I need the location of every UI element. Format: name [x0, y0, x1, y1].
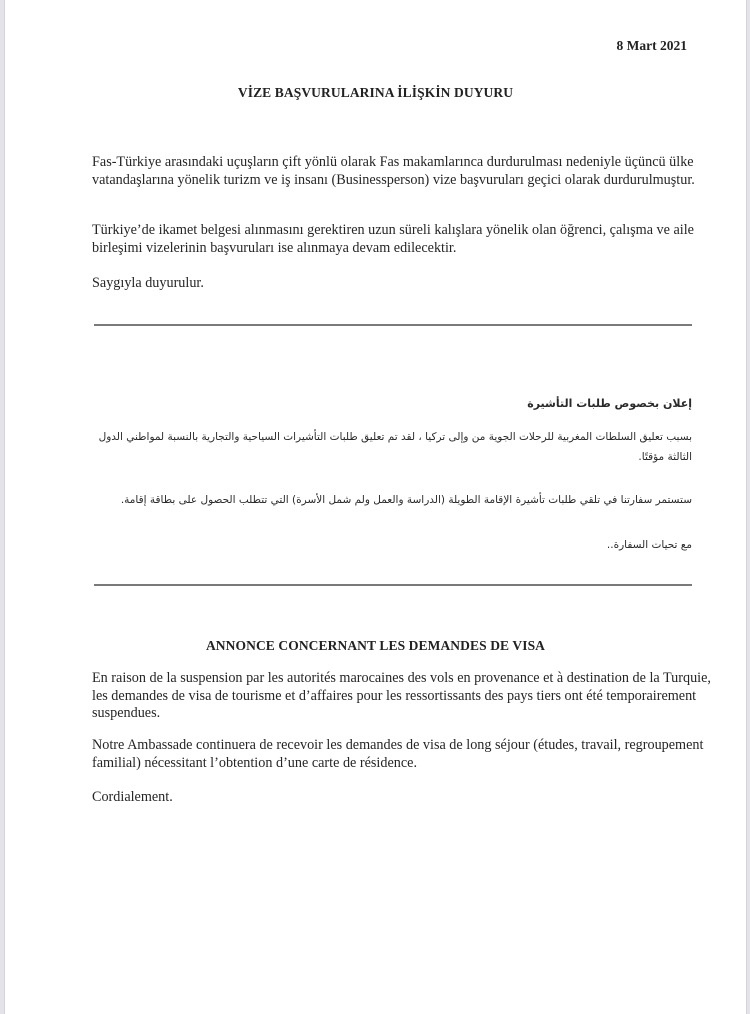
french-paragraph-1: En raison de la suspension par les autorités marocaines des vols en provenance et à destination de la Turquie, les demandes de visa de tourisme et d’affaires pour les ressortissants des pays tiers ont été temporairement suspendues. — [92, 670, 711, 721]
turkish-paragraph-1: Fas-Türkiye arasındaki uçuşların çift yönlü olarak Fas makamlarınca durdurulması nedeniyle üçüncü ülke vatandaşlarına yönelik turizm ve iş insanı (Businessperson) vize başvuruları geçici olarak durdurulmuştur. — [92, 154, 695, 188]
section-divider — [94, 584, 692, 586]
turkish-title: VİZE BAŞVURULARINA İLİŞKİN DUYURU — [237, 85, 514, 100]
turkish-closing: Saygıyla duyurulur. — [92, 275, 204, 291]
section-divider — [94, 324, 692, 326]
turkish-paragraph-2: Türkiye’de ikamet belgesi alınmasını gerektiren uzun süreli kalışlara yönelik olan öğrenci, çalışma ve aile birleşimi vizelerinin başvuruları ise alınmaya devam edilecektir. — [92, 222, 694, 256]
arabic-paragraph-2: ستستمر سفارتنا في تلقي طلبات تأشيرة الإقامة الطويلة (الدراسة والعمل ولم شمل الأسرة) التي تتطلب الحصول على بطاقة إقامة. — [120, 494, 692, 506]
arabic-title: إعلان بخصوص طلبات التأشيرة — [527, 397, 692, 410]
arabic-paragraph-1: بسبب تعليق السلطات المغربية للرحلات الجوية من وإلى تركيا ، لقد تم تعليق طلبات التأشيرات السياحية والتجارية بالنسبة لمواطني الدول الثالثة مؤقتًا. — [98, 431, 692, 463]
document-page — [4, 0, 747, 1014]
arabic-closing: مع تحيات السفارة.. — [606, 539, 692, 551]
french-closing: Cordialement. — [92, 789, 173, 805]
french-paragraph-2: Notre Ambassade continuera de recevoir les demandes de visa de long séjour (études, travail, regroupement familial) nécessitant l’obtention d’une carte de résidence. — [92, 737, 704, 771]
document-date: 8 Mart 2021 — [616, 38, 687, 53]
french-title: ANNONCE CONCERNANT LES DEMANDES DE VISA — [205, 638, 546, 653]
